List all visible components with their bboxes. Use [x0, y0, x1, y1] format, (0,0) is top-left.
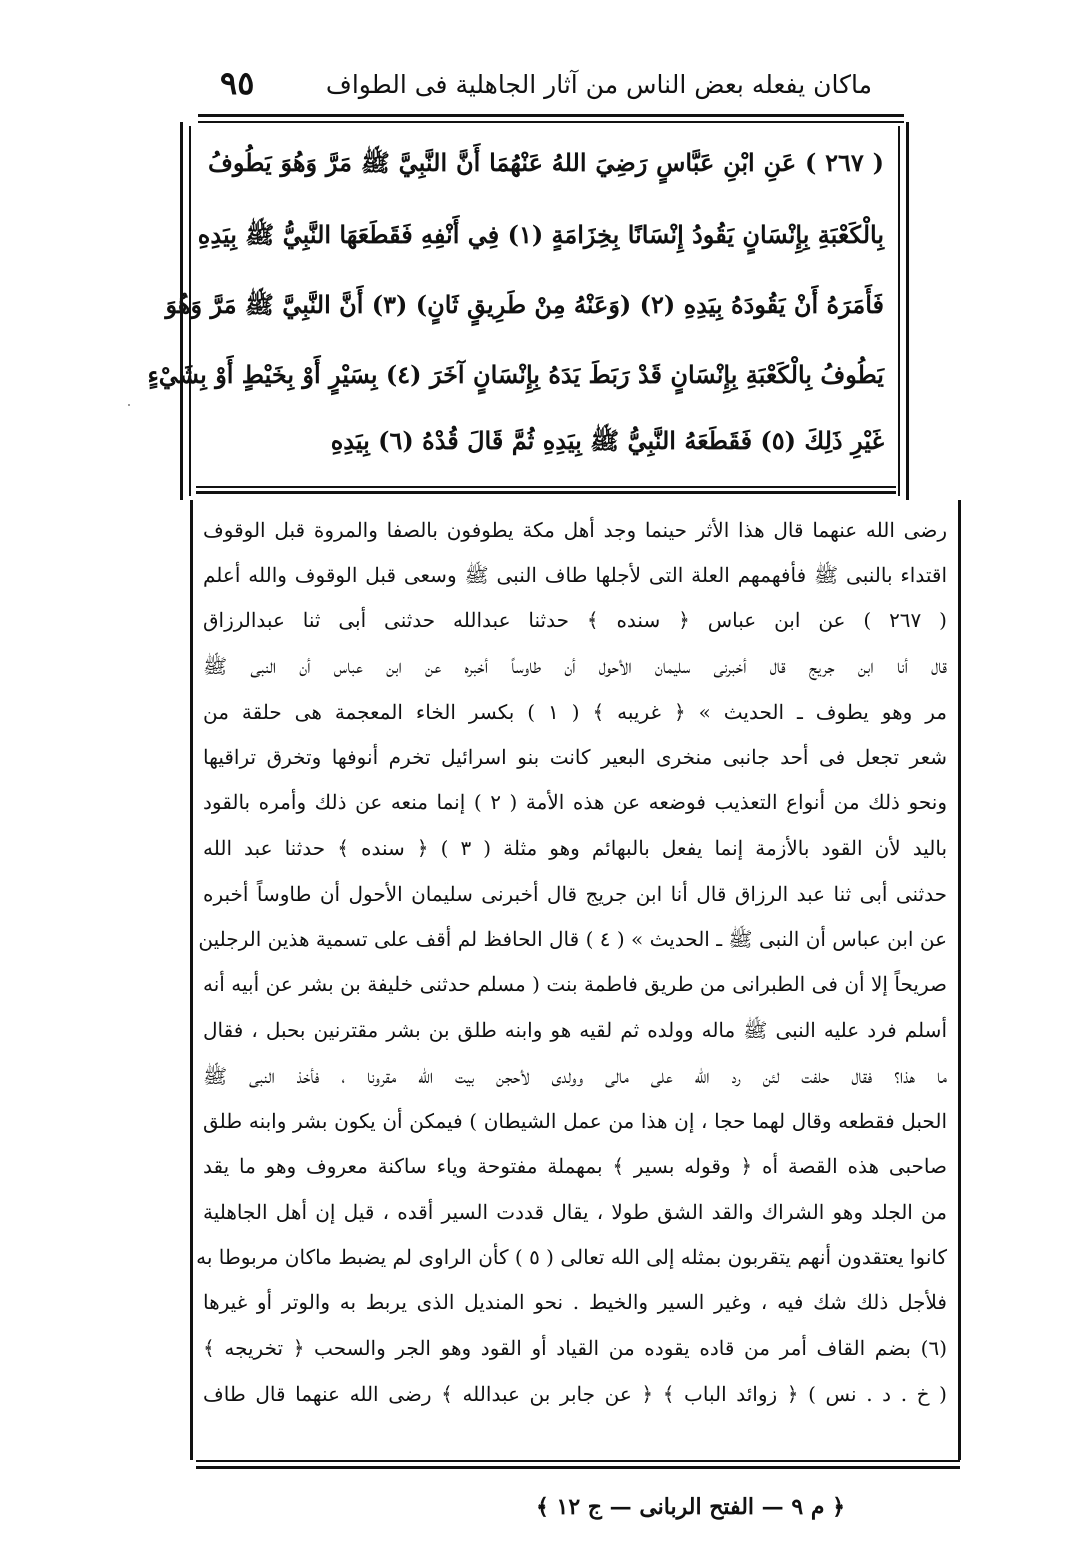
commentary-line: باليد لأن القود بالأزمة إنما يفعل بالبهائم وهو مثلة ( ٣ ) ﴿ سنده ﴾ حدثنا عبد الله — [203, 836, 948, 860]
commentary-line: حدثنى أبى ثنا عبد الرزاق قال أنا ابن جريج قال أخبرنى سليمان الأحول أن طاوساً أخبره — [203, 882, 947, 906]
header-rule-top — [198, 114, 904, 117]
commentary-line: ونحو ذلك من أنواع التعذيب فوضعه عن هذه الأمة ( ٢ ) إنما منعه عن ذلك وأمره بالقود — [203, 790, 947, 814]
commentary-line: (٦) بضم القاف أمر من قاده يقوده من القياد أو القود وهو الجر والسحب ﴿ تخريجه ﴾ — [203, 1336, 947, 1360]
commentary-frame-right — [958, 500, 961, 1460]
footer-signature: ﴿ م ٩ — الفتح الربانى — ج ١٢ ﴾ — [535, 1494, 845, 1520]
page-number: ٩٥ — [220, 64, 255, 102]
commentary-line: ما هذا؟ فقال حلفت لئن رد الله على مالى وولدى لأحجن بيت الله مقرونا ، فأخذ النبى ﷺ — [203, 1064, 947, 1088]
commentary-frame-left — [190, 500, 193, 1460]
commentary-line: كانوا يعتقدون أنهم يتقربون بمثله إلى الله تعالى ( ٥ ) كأن الراوى لم يضبط ماكان مربوطا به — [196, 1245, 947, 1269]
hadith-line: بِالْكَعْبَةِ بِإِنْسَانٍ يَقُودُ إِنْسَانًا بِخِزَامَةٍ (١) فِي أَنْفِهِ فَقَطَعَهَا النَّبِيُّ ﷺ بِيَدِهِ — [197, 220, 884, 249]
header-rule-bottom — [198, 121, 904, 123]
hadith-frame-right-inner — [898, 126, 900, 496]
commentary-line: قال أنا ابن جريج قال أخبرنى سليمان الأحول أن طاوساً أخبره عن ابن عباس أن النبى ﷺ — [203, 654, 947, 678]
commentary-line: اقتداء بالنبى ﷺ فأفهمهم العلة التى لأجلها طاف النبى ﷺ وسعى قبل الوقوف والله أعلم — [203, 563, 947, 587]
margin-speck — [128, 404, 130, 406]
commentary-line: من الجلد وهو الشراك والقد الشق طولا ، يقال قددت السير أقده ، قيل إن أهل الجاهلية — [203, 1200, 947, 1224]
hadith-line: فَأَمَرَهُ أَنْ يَقُودَهُ بِيَدِهِ (٢) (وَعَنْهُ مِنْ طَرِيقٍ ثَانٍ) (٣) أَنَّ النَّبِيَّ ﷺ مَرَّ وَهُوَ — [165, 290, 884, 319]
commentary-line: الحبل فقطعه وقال لهما حجا ، إن هذا من عمل الشيطان ) فيمكن أن يكون بشر وابنه طلق — [203, 1109, 947, 1133]
hadith-line: غَيْرِ ذَلِكَ (٥) فَقَطَعَهُ النَّبِيُّ ﷺ بِيَدِهِ ثُمَّ قَالَ قُدْهُ (٦) بِيَدِهِ — [330, 426, 884, 455]
hadith-text-block — [147, 134, 892, 484]
footer-rule-bottom — [196, 1466, 960, 1469]
page-header — [200, 62, 872, 108]
commentary-line: عن ابن عباس أن النبى ﷺ ـ الحديث » ( ٤ ) قال الحافظ لم أقف على تسمية هذين الرجلين — [198, 927, 947, 951]
hadith-line: يَطُوفُ بِالْكَعْبَةِ بِإِنْسَانٍ قَدْ رَبَطَ يَدَهُ بِإِنْسَانٍ آخَرَ (٤) بِسَيْرٍ أَوْ بِخَيْطٍ أَوْ بِشَيْءٍ — [147, 360, 884, 389]
commentary-line: مر وهو يطوف ـ الحديث » ﴿ غريبه ﴾ ( ١ ) بكسر الخاء المعجمة هى حلقة من — [203, 700, 947, 724]
hadith-frame-right-outer — [906, 122, 909, 500]
footer-rule-top — [196, 1460, 960, 1462]
commentary-line: رضى الله عنهما قال هذا الأثر حينما وجد أهل مكة يطوفون بالصفا والمروة قبل الوقوف — [203, 518, 947, 542]
commentary-line: صاحبى هذه القصة أه ﴿ وقوله بسير ﴾ بمهملة مفتوحة وياء ساكنة معروف وهو ما يقد — [203, 1154, 947, 1178]
hadith-rule-top — [196, 486, 896, 488]
commentary-line: أسلم فرد عليه النبى ﷺ ماله وولده ثم لقيه هو وابنه طلق بن بشر مقترنين بحبل ، فقال — [203, 1018, 947, 1042]
hadith-line: ( ٢٦٧ ) عَنِ ابْنِ عَبَّاسٍ رَضِيَ اللهُ عَنْهُمَا أَنَّ النَّبِيَّ ﷺ مَرَّ وَهُوَ يَطُوفُ — [208, 148, 884, 177]
running-title: ماكان يفعله بعض الناس من آثار الجاهلية فى الطواف — [325, 70, 872, 99]
commentary-line: فلأجل ذلك شك فيه ، وغير السير والخيط . نحو المنديل الذى يربط به والوتر أو غيرها — [203, 1290, 947, 1314]
commentary-line: ( ٢٦٧ ) عن ابن عباس ﴿ سنده ﴾ حدثنا عبدالله حدثنى أبى ثنا عبدالرزاق — [203, 608, 947, 632]
commentary-line: شعر تجعل فى أحد جانبى منخرى البعير كانت بنو اسرائيل تخرم أنوفها وتخرق تراقيها — [203, 745, 947, 769]
commentary-line: ( خ . د . نس ) ﴿ زوائد الباب ﴾ ﴿ عن جابر بن عبدالله ﴾ رضى الله عنهما قال طاف — [203, 1382, 947, 1406]
commentary-line: صريحاً إلا أن فى الطبرانى من طريق فاطمة بنت ( مسلم حدثنى خليفة بن بشر عن أبيه أنه — [203, 972, 947, 996]
hadith-rule-bottom — [196, 491, 896, 494]
